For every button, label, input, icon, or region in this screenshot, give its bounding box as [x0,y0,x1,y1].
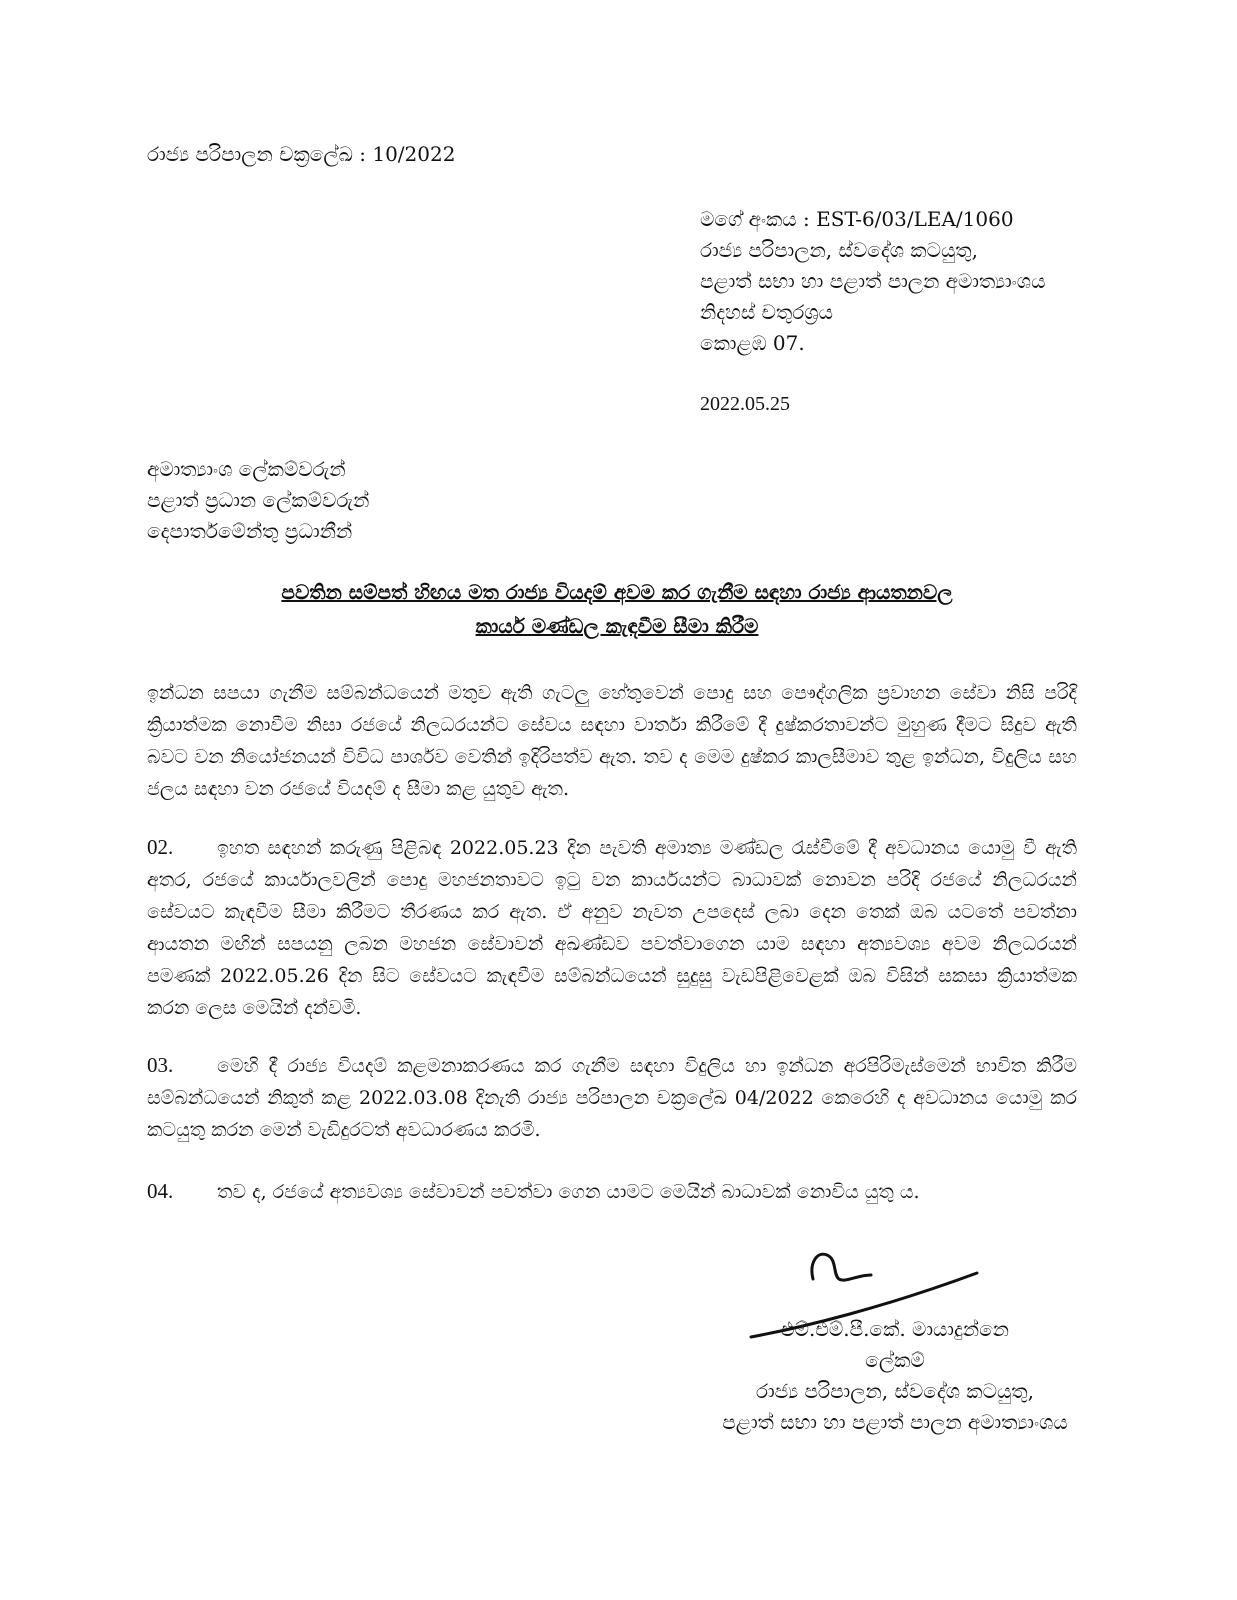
paragraph-number: 03. [147,1053,174,1077]
paragraph-text: මෙහි දී රාජ්‍ය වියදම් කළමනාකරණය කර ගැනීම සඳහා විදුලිය හා ඉන්ධන අරපිරිමැස්මෙන් භාවිත කිරීම සම්බන්ධයෙන් නිකුත් කළ 2022.03.08 දිනැති රාජ්‍ය පරිපාලන චක්‍රලේඛ 04/2022 කෙරෙහි ද අවධානය යොමු කර කටයුතු කරන මෙන් වැඩිදුරටත් අවධාරණය කරමි. [147,1055,1077,1141]
paragraph-2 [147,831,1077,1024]
recipients [147,455,369,548]
paragraph-4 [147,1175,1077,1208]
paragraph-number: 04. [147,1179,174,1203]
recipient: අමාත්‍යාංශ ලේකම්වරුන් [147,457,346,481]
recipient: පළාත් ප්‍රධාන ලේකම්වරුන් [147,488,370,512]
signatory-ministry-line-1: රාජ්‍ය පරිපාලන, ස්වදේශ කටයුතු, [756,1379,1034,1403]
address-line-2: පළාත් සභා හා පළාත් පාලන අමාත්‍යාංශය [700,269,1046,293]
recipient: දෙපාර්තමේන්තු ප්‍රධානීන් [147,519,353,543]
subject-line-1: පවතින සම්පත් හිඟය මත රාජ්‍ය වියදම් අවම කර ගැනීම සඳහා රාජ්‍ය ආයතනවල [281,580,953,604]
signature-block [700,1315,1090,1439]
reference-number: මගේ අංකය : EST-6/03/LEA/1060 [700,207,1014,231]
letter-date: 2022.05.25 [700,393,790,415]
paragraph-text: තව ද, රජයේ අත්‍යවශ්‍ය සේවාවන් පවත්වා ගෙන යාමට මෙයින් බාධාවක් නොවිය යුතු ය. [217,1181,920,1203]
address-line-4: කොළඹ 07. [700,331,805,355]
address-line-1: රාජ්‍ය පරිපාලන, ස්වදේශ කටයුතු, [700,238,978,262]
paragraph-text: ඉහත සඳහන් කරුණු පිළිබඳ 2022.05.23 දින පැවති අමාත්‍ය මණ්ඩල රැස්වීමේ දී අවධානය යොමු වී ඇති අතර, රජයේ කාර්යාලවලින් පොදු මහජනතාවට ඉටු වන කාර්යයන්ට බාධාවක් නොවන පරිදි රජයේ නිලධරයන් සේවයට කැඳවීම සීමා කිරීමට තීරණය කර ඇත. ඒ අනුව නැවත උපදෙස් ලබා දෙන තෙක් ඔබ යටතේ පවත්නා ආයතන මඟින් සපයනු ලබන මහජන සේවාවන් අඛණ්ඩව පවත්වාගෙන යාම සඳහා අත්‍යවශ්‍ය අවම නිලධරයන් පමණක් 2022.05.26 දින සිට සේවයට කැඳවීම සම්බන්ධයෙන් සුදුසු වැඩපිළිවෙළක් ඔබ විසින් සකසා ක්‍රියාත්මක කරන ලෙස මෙයින් දන්වමි. [147,837,1077,1019]
sender-address [700,205,1045,360]
signatory-name: එම්.එම්.පී.කේ. මායාදුන්නෙ [781,1317,1009,1341]
paragraph-3 [147,1049,1077,1146]
subject-heading [147,578,1087,646]
signatory-title: ලේකම් [865,1348,925,1372]
paragraph-1: ඉන්ධන සපයා ගැනීම සම්බන්ධයෙන් මතුව ඇති ගැටලු හේතුවෙන් පොදු සහ පෞද්ගලික ප්‍රවාහන සේවා නිසි පරිදි ක්‍රියාත්මක නොවීම නිසා රජයේ නිලධරයන්ට සේවය සඳහා වාර්තා කිරීමේ දී දුෂ්කරතාවන්ට මුහුණ දීමට සිදුව ඇති බවට වන නියෝජනයන් විවිධ පාර්ශව වෙතින් ඉදිරිපත්ව ඇත. තව ද මෙම දුෂ්කර කාලසීමාව තුළ ඉන්ධන, විදුලිය සහ ජලය සඳහා වන රජයේ වියදම් ද සීමා කළ යුතුව ඇත. [147,682,1077,800]
address-line-3: නිදහස් චතුරශ්‍රය [700,300,833,324]
signatory-ministry-line-2: පළාත් සභා හා පළාත් පාලන අමාත්‍යාංශය [722,1410,1068,1434]
paragraph-number: 02. [147,835,174,859]
subject-line-2: කාර්ය මණ්ඩල කැඳවීම සීමා කිරීම [475,614,759,638]
circular-number: රාජ්‍ය පරිපාලන චක්‍රලේඛ : 10/2022 [147,142,456,166]
